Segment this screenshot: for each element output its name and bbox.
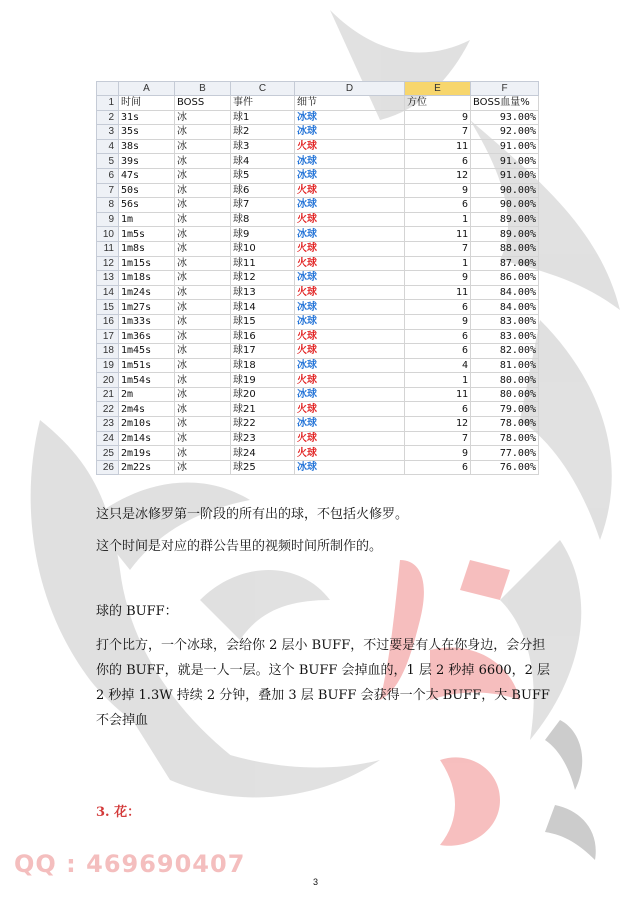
event-cell[interactable]: 球24 [231, 446, 295, 461]
event-cell[interactable]: 球19 [231, 373, 295, 388]
time-cell[interactable]: 2m [119, 387, 175, 402]
boss-hp-cell[interactable]: 90.00% [471, 183, 539, 198]
direction-cell[interactable]: 1 [405, 256, 471, 271]
table-row [97, 139, 539, 154]
event-cell[interactable]: 球21 [231, 402, 295, 417]
boss-cell[interactable]: 冰 [175, 402, 231, 417]
boss-cell[interactable]: 冰 [175, 314, 231, 329]
table-row [97, 241, 539, 256]
table-row [97, 168, 539, 183]
detail-cell[interactable]: 火球 [295, 446, 405, 461]
boss-cell[interactable]: 冰 [175, 358, 231, 373]
event-cell[interactable]: 球11 [231, 256, 295, 271]
row-number[interactable]: 2 [97, 110, 119, 125]
direction-cell[interactable]: 12 [405, 417, 471, 432]
row-number[interactable]: 17 [97, 329, 119, 344]
detail-cell[interactable]: 火球 [295, 256, 405, 271]
row-number[interactable]: 3 [97, 125, 119, 140]
direction-cell[interactable]: 6 [405, 154, 471, 169]
boss-cell[interactable]: 冰 [175, 110, 231, 125]
row-number[interactable]: 25 [97, 446, 119, 461]
time-cell[interactable]: 1m54s [119, 373, 175, 388]
row-number[interactable]: 8 [97, 198, 119, 213]
boss-hp-cell[interactable]: 79.00% [471, 402, 539, 417]
time-cell[interactable]: 1m51s [119, 358, 175, 373]
detail-cell[interactable]: 火球 [295, 431, 405, 446]
boss-hp-cell[interactable]: 84.00% [471, 285, 539, 300]
boss-hp-cell[interactable]: 92.00% [471, 125, 539, 140]
row-number[interactable]: 5 [97, 154, 119, 169]
event-cell[interactable]: 球3 [231, 139, 295, 154]
event-cell[interactable]: 球5 [231, 168, 295, 183]
table-row [97, 373, 539, 388]
table-row [97, 125, 539, 140]
event-cell[interactable]: 球4 [231, 154, 295, 169]
boss-hp-cell[interactable]: 93.00% [471, 110, 539, 125]
time-cell[interactable]: 56s [119, 198, 175, 213]
event-cell[interactable]: 球20 [231, 387, 295, 402]
direction-cell[interactable]: 7 [405, 431, 471, 446]
boss-cell[interactable]: 冰 [175, 431, 231, 446]
direction-cell[interactable]: 6 [405, 300, 471, 315]
boss-cell[interactable]: 冰 [175, 154, 231, 169]
boss-cell[interactable]: 冰 [175, 373, 231, 388]
table-row [97, 227, 539, 242]
detail-cell[interactable]: 火球 [295, 329, 405, 344]
boss-hp-cell[interactable]: 77.00% [471, 446, 539, 461]
detail-cell[interactable]: 冰球 [295, 110, 405, 125]
direction-cell[interactable]: 6 [405, 198, 471, 213]
table-row [97, 402, 539, 417]
direction-cell[interactable]: 11 [405, 227, 471, 242]
boss-hp-cell[interactable]: 91.00% [471, 168, 539, 183]
row-number[interactable]: 26 [97, 460, 119, 475]
detail-cell[interactable]: 火球 [295, 373, 405, 388]
heading-ball-buff: 球的 BUFF： [96, 604, 178, 619]
detail-cell[interactable]: 冰球 [295, 300, 405, 315]
time-cell[interactable]: 1m45s [119, 344, 175, 359]
column-header-f[interactable]: F [471, 82, 539, 96]
paragraph-buff-explanation: 打个比方，一个冰球，会给你 2 层小 BUFF，不过要是有人在你身边，会分担你的 BUFF，就是一人一层。这个 BUFF 会掉血的，1 层 2 秒掉 6600，2 层 2 秒掉 1.3W 持续 2 分钟，叠加 3 层 BUFF 会获得一个大 BUFF，大 BUFF 不会掉血 [96, 638, 551, 728]
row-number[interactable]: 12 [97, 256, 119, 271]
detail-cell[interactable]: 冰球 [295, 227, 405, 242]
boss-cell[interactable]: 冰 [175, 256, 231, 271]
direction-cell[interactable]: 11 [405, 387, 471, 402]
table-row [97, 314, 539, 329]
detail-cell[interactable]: 冰球 [295, 387, 405, 402]
event-cell[interactable]: 球25 [231, 460, 295, 475]
time-cell[interactable]: 35s [119, 125, 175, 140]
event-cell[interactable]: 球23 [231, 431, 295, 446]
row-number[interactable]: 16 [97, 314, 119, 329]
boss-hp-cell[interactable]: 91.00% [471, 154, 539, 169]
row-number[interactable]: 4 [97, 139, 119, 154]
boss-cell[interactable]: 冰 [175, 125, 231, 140]
heading-flower: 3. 花： [96, 805, 141, 820]
boss-hp-cell[interactable]: 76.00% [471, 460, 539, 475]
boss-cell[interactable]: 冰 [175, 139, 231, 154]
time-cell[interactable]: 1m8s [119, 241, 175, 256]
direction-cell[interactable]: 9 [405, 314, 471, 329]
time-cell[interactable]: 1m36s [119, 329, 175, 344]
time-cell[interactable]: 1m [119, 212, 175, 227]
event-cell[interactable]: 球15 [231, 314, 295, 329]
table-row [97, 446, 539, 461]
column-header-b[interactable]: B [175, 82, 231, 96]
detail-cell[interactable]: 火球 [295, 402, 405, 417]
boss-hp-cell[interactable]: 89.00% [471, 227, 539, 242]
row-number[interactable]: 22 [97, 402, 119, 417]
table-row [97, 256, 539, 271]
event-cell[interactable]: 球9 [231, 227, 295, 242]
boss-cell[interactable]: 冰 [175, 417, 231, 432]
row-number[interactable]: 10 [97, 227, 119, 242]
select-all-corner[interactable] [97, 82, 119, 96]
event-cell[interactable]: 球12 [231, 271, 295, 286]
event-cell[interactable]: 球16 [231, 329, 295, 344]
table-row [97, 212, 539, 227]
detail-cell[interactable]: 火球 [295, 212, 405, 227]
boss-hp-cell[interactable]: 84.00% [471, 300, 539, 315]
row-number[interactable]: 11 [97, 241, 119, 256]
boss-hp-cell[interactable]: 88.00% [471, 241, 539, 256]
event-cell[interactable]: 球6 [231, 183, 295, 198]
boss-cell[interactable]: 冰 [175, 460, 231, 475]
event-cell[interactable]: 球17 [231, 344, 295, 359]
time-cell[interactable]: 1m15s [119, 256, 175, 271]
qq-watermark-text: QQ : 469690407 [14, 850, 246, 878]
table-row [97, 110, 539, 125]
time-cell[interactable]: 38s [119, 139, 175, 154]
table-row [97, 431, 539, 446]
detail-cell[interactable]: 火球 [295, 285, 405, 300]
detail-cell[interactable]: 冰球 [295, 417, 405, 432]
event-cell[interactable]: 球13 [231, 285, 295, 300]
boss-cell[interactable]: 冰 [175, 241, 231, 256]
direction-cell[interactable]: 6 [405, 402, 471, 417]
header-cell[interactable]: BOSS [175, 96, 231, 111]
detail-cell[interactable]: 冰球 [295, 198, 405, 213]
boss-cell[interactable]: 冰 [175, 446, 231, 461]
boss-hp-cell[interactable]: 87.00% [471, 256, 539, 271]
boss-hp-cell[interactable]: 82.00% [471, 344, 539, 359]
direction-cell[interactable]: 7 [405, 125, 471, 140]
detail-cell[interactable]: 冰球 [295, 460, 405, 475]
direction-cell[interactable]: 9 [405, 110, 471, 125]
row-number[interactable]: 7 [97, 183, 119, 198]
direction-cell[interactable]: 6 [405, 460, 471, 475]
table-row [97, 198, 539, 213]
time-cell[interactable]: 50s [119, 183, 175, 198]
detail-cell[interactable]: 火球 [295, 241, 405, 256]
time-cell[interactable]: 1m33s [119, 314, 175, 329]
column-header-c[interactable]: C [231, 82, 295, 96]
event-cell[interactable]: 球22 [231, 417, 295, 432]
event-cell[interactable]: 球7 [231, 198, 295, 213]
boss-cell[interactable]: 冰 [175, 168, 231, 183]
table-row [97, 460, 539, 475]
table-row [97, 300, 539, 315]
table-row [97, 271, 539, 286]
boss-hp-cell[interactable]: 80.00% [471, 373, 539, 388]
direction-cell[interactable]: 11 [405, 285, 471, 300]
table-row [97, 154, 539, 169]
direction-cell[interactable]: 12 [405, 168, 471, 183]
boss-cell[interactable]: 冰 [175, 227, 231, 242]
row-number[interactable]: 21 [97, 387, 119, 402]
time-cell[interactable]: 47s [119, 168, 175, 183]
detail-cell[interactable]: 冰球 [295, 125, 405, 140]
row-number[interactable]: 14 [97, 285, 119, 300]
boss-cell[interactable]: 冰 [175, 212, 231, 227]
row-number[interactable]: 13 [97, 271, 119, 286]
paragraph-scope: 这只是冰修罗第一阶段的所有出的球，不包括火修罗。 [96, 507, 409, 522]
table-row [97, 96, 539, 111]
detail-cell[interactable]: 冰球 [295, 271, 405, 286]
time-cell[interactable]: 2m19s [119, 446, 175, 461]
direction-cell[interactable]: 11 [405, 139, 471, 154]
direction-cell[interactable]: 9 [405, 446, 471, 461]
detail-cell[interactable]: 火球 [295, 139, 405, 154]
boss-hp-cell[interactable]: 80.00% [471, 387, 539, 402]
detail-cell[interactable]: 冰球 [295, 314, 405, 329]
table-row [97, 387, 539, 402]
column-header-d[interactable]: D [295, 82, 405, 96]
time-cell[interactable]: 2m4s [119, 402, 175, 417]
boss-cell[interactable]: 冰 [175, 285, 231, 300]
boss-cell[interactable]: 冰 [175, 387, 231, 402]
table-row [97, 183, 539, 198]
time-cell[interactable]: 2m10s [119, 417, 175, 432]
event-cell[interactable]: 球18 [231, 358, 295, 373]
boss-cell[interactable]: 冰 [175, 198, 231, 213]
time-cell[interactable]: 1m5s [119, 227, 175, 242]
direction-cell[interactable]: 4 [405, 358, 471, 373]
event-cell[interactable]: 球1 [231, 110, 295, 125]
page-number: 3 [313, 877, 319, 887]
direction-cell[interactable]: 7 [405, 241, 471, 256]
spreadsheet-table [96, 81, 539, 475]
detail-cell[interactable]: 火球 [295, 344, 405, 359]
spreadsheet [96, 81, 538, 475]
table-row [97, 344, 539, 359]
boss-cell[interactable]: 冰 [175, 183, 231, 198]
row-number[interactable]: 9 [97, 212, 119, 227]
row-number[interactable]: 20 [97, 373, 119, 388]
boss-hp-cell[interactable]: 83.00% [471, 314, 539, 329]
row-number[interactable]: 18 [97, 344, 119, 359]
paragraph-source: 这个时间是对应的群公告里的视频时间所制作的。 [96, 539, 383, 554]
boss-hp-cell[interactable]: 89.00% [471, 212, 539, 227]
detail-cell[interactable]: 冰球 [295, 168, 405, 183]
time-cell[interactable]: 1m27s [119, 300, 175, 315]
header-cell[interactable]: 时间 [119, 96, 175, 111]
direction-cell[interactable]: 6 [405, 329, 471, 344]
boss-cell[interactable]: 冰 [175, 300, 231, 315]
event-cell[interactable]: 球8 [231, 212, 295, 227]
detail-cell[interactable]: 冰球 [295, 358, 405, 373]
boss-cell[interactable]: 冰 [175, 344, 231, 359]
boss-hp-cell[interactable]: 83.00% [471, 329, 539, 344]
row-number[interactable]: 6 [97, 168, 119, 183]
boss-hp-cell[interactable]: 81.00% [471, 358, 539, 373]
time-cell[interactable]: 2m22s [119, 460, 175, 475]
time-cell[interactable]: 1m18s [119, 271, 175, 286]
header-cell[interactable]: BOSS血量% [471, 96, 539, 111]
time-cell[interactable]: 1m24s [119, 285, 175, 300]
row-number[interactable]: 19 [97, 358, 119, 373]
table-row [97, 329, 539, 344]
time-cell[interactable]: 2m14s [119, 431, 175, 446]
row-number[interactable]: 24 [97, 431, 119, 446]
row-number[interactable]: 15 [97, 300, 119, 315]
column-header-a[interactable]: A [119, 82, 175, 96]
boss-cell[interactable]: 冰 [175, 329, 231, 344]
boss-hp-cell[interactable]: 78.00% [471, 431, 539, 446]
boss-hp-cell[interactable]: 86.00% [471, 271, 539, 286]
direction-cell[interactable]: 1 [405, 373, 471, 388]
direction-cell[interactable]: 6 [405, 344, 471, 359]
event-cell[interactable]: 球10 [231, 241, 295, 256]
header-cell[interactable]: 事件 [231, 96, 295, 111]
table-row [97, 285, 539, 300]
table-row [97, 358, 539, 373]
time-cell[interactable]: 31s [119, 110, 175, 125]
row-number[interactable]: 23 [97, 417, 119, 432]
column-header-e[interactable]: E [405, 82, 471, 96]
direction-cell[interactable]: 1 [405, 212, 471, 227]
column-header-row [97, 82, 539, 96]
detail-cell[interactable]: 火球 [295, 183, 405, 198]
boss-hp-cell[interactable]: 78.00% [471, 417, 539, 432]
event-cell[interactable]: 球2 [231, 125, 295, 140]
table-row [97, 417, 539, 432]
boss-cell[interactable]: 冰 [175, 271, 231, 286]
header-cell[interactable]: 细节 [295, 96, 405, 111]
header-cell[interactable]: 方位 [405, 96, 471, 111]
direction-cell[interactable]: 9 [405, 183, 471, 198]
detail-cell[interactable]: 冰球 [295, 154, 405, 169]
time-cell[interactable]: 39s [119, 154, 175, 169]
boss-hp-cell[interactable]: 91.00% [471, 139, 539, 154]
boss-hp-cell[interactable]: 90.00% [471, 198, 539, 213]
direction-cell[interactable]: 9 [405, 271, 471, 286]
row-number[interactable]: 1 [97, 96, 119, 111]
event-cell[interactable]: 球14 [231, 300, 295, 315]
